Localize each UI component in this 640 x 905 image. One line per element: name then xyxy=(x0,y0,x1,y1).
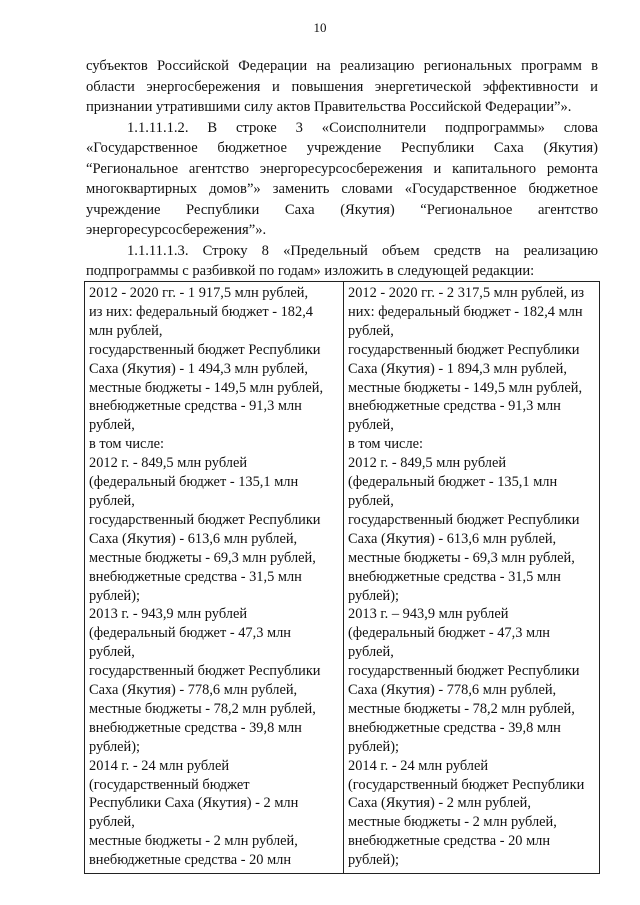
table-cell-line: Саха (Якутия) - 778,6 млн рублей, xyxy=(89,682,298,699)
table-cell-line: 2014 г. - 24 млн рублей xyxy=(348,757,489,774)
table-cell-line: государственный бюджет Республики xyxy=(89,341,321,358)
table-cell-line: млн рублей, xyxy=(89,322,163,339)
table-cell-line: местные бюджеты - 2 млн рублей, xyxy=(348,814,557,831)
table-cell-line: в том числе: xyxy=(89,436,165,453)
paragraph-item-1-1-11-1-3: 1.1.11.1.3. Строку 8 «Предельный объем средств на реализацию подпрограммы с разбивкой по годам» изложить в следующей редакции: xyxy=(86,242,598,279)
table-cell-line: внебюджетные средства - 39,8 млн xyxy=(89,719,302,736)
table-cell-line: (государственный бюджет xyxy=(89,776,250,793)
table-cell-line: рублей, xyxy=(348,492,394,509)
table-cell-old-text xyxy=(85,282,344,874)
table-cell-line: Саха (Якутия) - 2 млн рублей, xyxy=(348,795,531,812)
table-cell-new-text xyxy=(344,282,600,874)
table-cell-line: 2012 г. - 849,5 млн рублей xyxy=(89,455,248,472)
table-cell-line: рублей, xyxy=(89,644,135,661)
table-cell-line: рублей, xyxy=(89,417,135,434)
table-cell-line: внебюджетные средства - 20 млн xyxy=(89,852,292,869)
document-body xyxy=(86,56,598,282)
table-cell-line: внебюджетные средства - 31,5 млн xyxy=(89,568,302,585)
table-cell-line: 2013 г. – 943,9 млн рублей xyxy=(348,606,509,623)
table-cell-line: Саха (Якутия) - 778,6 млн рублей, xyxy=(348,682,557,699)
table-cell-line: рублей, xyxy=(89,814,135,831)
table-cell-line: местные бюджеты - 78,2 млн рублей, xyxy=(89,700,316,717)
table-cell-line: государственный бюджет Республики xyxy=(348,341,580,358)
table-cell-line: местные бюджеты - 149,5 млн рублей, xyxy=(89,379,324,396)
table-cell-line: в том числе: xyxy=(348,436,424,453)
table-cell-line: государственный бюджет Республики xyxy=(348,511,580,528)
table-cell-line: внебюджетные средства - 31,5 млн xyxy=(348,568,561,585)
table-cell-line: рублей, xyxy=(348,644,394,661)
table-cell-line: внебюджетные средства - 91,3 млн xyxy=(89,398,302,415)
table-cell-line: 2012 - 2020 гг. - 2 317,5 млн рублей, из xyxy=(348,285,585,301)
table-cell-line: Саха (Якутия) - 613,6 млн рублей, xyxy=(348,530,557,547)
table-cell-line: рублей); xyxy=(89,738,141,755)
table-cell-line: них: федеральный бюджет - 182,4 млн xyxy=(348,303,583,320)
table-cell-line: государственный бюджет Республики xyxy=(89,511,321,528)
paragraph-item-1-1-11-1-2: 1.1.11.1.2. В строке 3 «Соисполнители подпрограммы» слова «Государственное бюджетное учреждение Республики Саха (Якутия) “Региональное агентство энергоресурсосбережения и капитального ремонта многоквартирных домов”» заменить словами «Государственное бюджетное учреждение Республики Саха (Якутия) “Региональное агентство энергоресурсосбережения”». xyxy=(86,119,598,238)
table-cell-line: (федеральный бюджет - 47,3 млн xyxy=(348,625,550,642)
table-cell-line: 2012 г. - 849,5 млн рублей xyxy=(348,455,507,472)
table-cell-line: рублей, xyxy=(89,492,135,509)
table-cell-line: государственный бюджет Республики xyxy=(348,663,580,680)
table-cell-line: рублей, xyxy=(348,322,394,339)
table-cell-line: (федеральный бюджет - 47,3 млн xyxy=(89,625,291,642)
table-cell-line: Саха (Якутия) - 1 894,3 млн рублей, xyxy=(348,360,567,377)
table-cell-line: местные бюджеты - 69,3 млн рублей, xyxy=(348,549,575,566)
table-cell-line: внебюджетные средства - 20 млн xyxy=(348,833,551,850)
table-cell-line: рублей); xyxy=(89,587,141,604)
table-cell-line: 2013 г. - 943,9 млн рублей xyxy=(89,606,248,623)
table-cell-line: местные бюджеты - 78,2 млн рублей, xyxy=(348,700,575,717)
table-cell-line: рублей); xyxy=(348,852,400,869)
table-cell-line: рублей, xyxy=(348,417,394,434)
table-cell-line: 2014 г. - 24 млн рублей xyxy=(89,757,230,774)
table-cell-line: местные бюджеты - 149,5 млн рублей, xyxy=(348,379,583,396)
table-cell-line: местные бюджеты - 69,3 млн рублей, xyxy=(89,549,316,566)
table-cell-line: рублей); xyxy=(348,587,400,604)
table-cell-line: Саха (Якутия) - 613,6 млн рублей, xyxy=(89,530,298,547)
table-cell-line: 2012 - 2020 гг. - 1 917,5 млн рублей, xyxy=(89,285,309,301)
amendment-table xyxy=(84,281,600,874)
table-cell-line: местные бюджеты - 2 млн рублей, xyxy=(89,833,298,850)
table-cell-line: Республики Саха (Якутия) - 2 млн xyxy=(89,795,299,812)
table-cell-line: государственный бюджет Республики xyxy=(89,663,321,680)
table-cell-line: (федеральный бюджет - 135,1 млн xyxy=(348,474,558,491)
table-row xyxy=(85,282,600,874)
table-cell-line: внебюджетные средства - 91,3 млн xyxy=(348,398,561,415)
table-cell-line: Саха (Якутия) - 1 494,3 млн рублей, xyxy=(89,360,308,377)
table-cell-line: внебюджетные средства - 39,8 млн xyxy=(348,719,561,736)
table-cell-line: (федеральный бюджет - 135,1 млн xyxy=(89,474,299,491)
table-cell-line: рублей); xyxy=(348,738,400,755)
paragraph-continuation: субъектов Российской Федерации на реализацию региональных программ в области энергосбережения и повышения энергетической эффективности и признании утратившими силу актов Правительства Российской Федерации”». xyxy=(86,58,598,115)
table-cell-line: (государственный бюджет Республики xyxy=(348,776,585,793)
page-number: 10 xyxy=(313,20,327,35)
table-cell-line: из них: федеральный бюджет - 182,4 xyxy=(89,303,313,320)
